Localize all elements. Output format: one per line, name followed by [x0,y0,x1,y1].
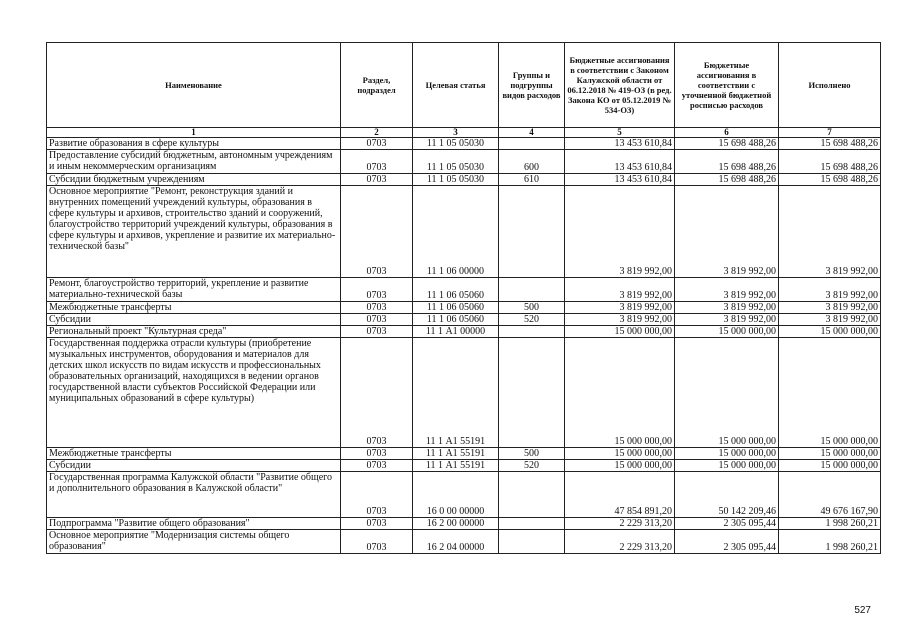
table-row [47,518,881,530]
cell-refined-amount: 15 000 000,00 [675,326,779,338]
cell-law-amount: 13 453 610,84 [565,138,675,150]
cell-refined-amount: 2 305 095,44 [675,518,779,530]
cell-section: 0703 [341,186,413,278]
cell-section: 0703 [341,530,413,554]
table-row [47,460,881,472]
cell-section: 0703 [341,174,413,186]
cell-execution-amount: 3 819 992,00 [779,314,881,326]
cell-section: 0703 [341,138,413,150]
cell-refined-amount: 3 819 992,00 [675,302,779,314]
cell-name: Государственная поддержка отрасли культуры (приобретение музыкальных инструментов, оборудования и материалов для детских школ искусств по видам искусств и профессиональных образовательных организаций, находящихся в ведении органов государственной власти субъектов Российской Федерации или муниципальных образований в сфере культуры) [47,338,341,448]
column-number-row [47,128,881,138]
cell-execution-amount: 49 676 167,90 [779,472,881,518]
cell-target: 11 1 05 05030 [413,150,499,174]
table-row [47,472,881,518]
cell-group: 520 [499,460,565,472]
cell-section: 0703 [341,518,413,530]
table-row [47,448,881,460]
cell-section: 0703 [341,314,413,326]
table-row [47,338,881,448]
table-row [47,174,881,186]
cell-section: 0703 [341,460,413,472]
cell-section: 0703 [341,338,413,448]
cell-name: Межбюджетные трансферты [47,448,341,460]
cell-target: 16 2 04 00000 [413,530,499,554]
cell-target: 16 0 00 00000 [413,472,499,518]
table-row [47,186,881,278]
cell-refined-amount: 15 000 000,00 [675,338,779,448]
page-number: 527 [854,605,871,616]
cell-law-amount: 13 453 610,84 [565,174,675,186]
cell-group [499,530,565,554]
cell-name: Предоставление субсидий бюджетным, автономным учреждениям и иным некоммерческим организациям [47,150,341,174]
budget-table-sheet [46,42,880,574]
cell-refined-amount: 2 305 095,44 [675,530,779,554]
cell-law-amount: 15 000 000,00 [565,460,675,472]
cell-target: 11 1 06 00000 [413,186,499,278]
cell-refined-amount: 15 000 000,00 [675,460,779,472]
cell-name: Межбюджетные трансферты [47,302,341,314]
table-row [47,138,881,150]
cell-law-amount: 47 854 891,20 [565,472,675,518]
table-row [47,278,881,302]
table-row [47,302,881,314]
cell-refined-amount: 15 698 488,26 [675,138,779,150]
cell-name: Основное мероприятие "Ремонт, реконструкция зданий и внутренних помещений учреждений культуры, образования в сфере культуры и архивов, строительство зданий и сооружений, благоустройство территорий учреждений культуры, образования в сфере культуры и архивов, укрепление и развитие их материально-технической базы" [47,186,341,278]
cell-section: 0703 [341,278,413,302]
col-number: 4 [499,128,565,138]
col-number: 2 [341,128,413,138]
cell-name: Основное мероприятие "Модернизация системы общего образования" [47,530,341,554]
table-row [47,314,881,326]
cell-name: Региональный проект "Культурная среда" [47,326,341,338]
cell-target: 11 1 06 05060 [413,314,499,326]
cell-group: 500 [499,448,565,460]
cell-law-amount: 2 229 313,20 [565,530,675,554]
budget-table [46,42,881,554]
cell-law-amount: 3 819 992,00 [565,186,675,278]
cell-group [499,186,565,278]
col-number: 7 [779,128,881,138]
cell-execution-amount: 15 000 000,00 [779,460,881,472]
table-row [47,150,881,174]
cell-execution-amount: 3 819 992,00 [779,302,881,314]
cell-group: 600 [499,150,565,174]
cell-group: 610 [499,174,565,186]
cell-section: 0703 [341,326,413,338]
cell-execution-amount: 3 819 992,00 [779,278,881,302]
cell-target: 11 1 А1 55191 [413,448,499,460]
cell-target: 11 1 06 05060 [413,278,499,302]
cell-law-amount: 3 819 992,00 [565,278,675,302]
cell-name: Субсидии бюджетным учреждениям [47,174,341,186]
col-number: 3 [413,128,499,138]
table-row [47,530,881,554]
header-law: Бюджетные ассигнования в соответствии с Законом Калужской области от 06.12.2018 № 419-ОЗ (в ред. Закона КО от 05.12.2019 № 534-ОЗ) [565,43,675,128]
cell-law-amount: 15 000 000,00 [565,448,675,460]
cell-group [499,472,565,518]
header-execution: Исполнено [779,43,881,128]
cell-group [499,278,565,302]
cell-execution-amount: 3 819 992,00 [779,186,881,278]
header-target: Целевая статья [413,43,499,128]
cell-execution-amount: 15 000 000,00 [779,326,881,338]
col-number: 5 [565,128,675,138]
cell-group [499,518,565,530]
cell-target: 11 1 05 05030 [413,138,499,150]
cell-group [499,326,565,338]
cell-target: 16 2 00 00000 [413,518,499,530]
cell-target: 11 1 05 05030 [413,174,499,186]
table-row [47,326,881,338]
header-name: Наименование [47,43,341,128]
header-row [47,43,881,128]
cell-target: 11 1 06 05060 [413,302,499,314]
cell-law-amount: 3 819 992,00 [565,302,675,314]
cell-target: 11 1 А1 00000 [413,326,499,338]
cell-name: Развитие образования в сфере культуры [47,138,341,150]
header-groups: Группы и подгруппы видов расходов [499,43,565,128]
cell-refined-amount: 15 000 000,00 [675,448,779,460]
cell-name: Государственная программа Калужской области "Развитие общего и дополнительного образования в Калужской области" [47,472,341,518]
cell-section: 0703 [341,150,413,174]
header-refined: Бюджетные ассигнования в соответствии с уточненной бюджетной росписью расходов [675,43,779,128]
cell-name: Субсидии [47,460,341,472]
cell-refined-amount: 3 819 992,00 [675,278,779,302]
cell-execution-amount: 15 000 000,00 [779,448,881,460]
cell-law-amount: 13 453 610,84 [565,150,675,174]
cell-section: 0703 [341,448,413,460]
cell-target: 11 1 А1 55191 [413,460,499,472]
col-number: 6 [675,128,779,138]
cell-refined-amount: 3 819 992,00 [675,186,779,278]
cell-name: Подпрограмма "Развитие общего образования" [47,518,341,530]
cell-execution-amount: 15 698 488,26 [779,150,881,174]
cell-name: Ремонт, благоустройство территорий, укрепление и развитие материально-технической базы [47,278,341,302]
cell-law-amount: 15 000 000,00 [565,338,675,448]
cell-group: 520 [499,314,565,326]
cell-target: 11 1 А1 55191 [413,338,499,448]
cell-execution-amount: 15 698 488,26 [779,174,881,186]
cell-execution-amount: 1 998 260,21 [779,518,881,530]
cell-execution-amount: 15 698 488,26 [779,138,881,150]
cell-law-amount: 2 229 313,20 [565,518,675,530]
cell-section: 0703 [341,302,413,314]
cell-group [499,138,565,150]
cell-refined-amount: 15 698 488,26 [675,174,779,186]
cell-execution-amount: 15 000 000,00 [779,338,881,448]
cell-refined-amount: 3 819 992,00 [675,314,779,326]
cell-refined-amount: 50 142 209,46 [675,472,779,518]
cell-group: 500 [499,302,565,314]
cell-law-amount: 3 819 992,00 [565,314,675,326]
cell-name: Субсидии [47,314,341,326]
cell-execution-amount: 1 998 260,21 [779,530,881,554]
cell-refined-amount: 15 698 488,26 [675,150,779,174]
header-section: Раздел, подраздел [341,43,413,128]
cell-group [499,338,565,448]
cell-section: 0703 [341,472,413,518]
cell-law-amount: 15 000 000,00 [565,326,675,338]
col-number: 1 [47,128,341,138]
